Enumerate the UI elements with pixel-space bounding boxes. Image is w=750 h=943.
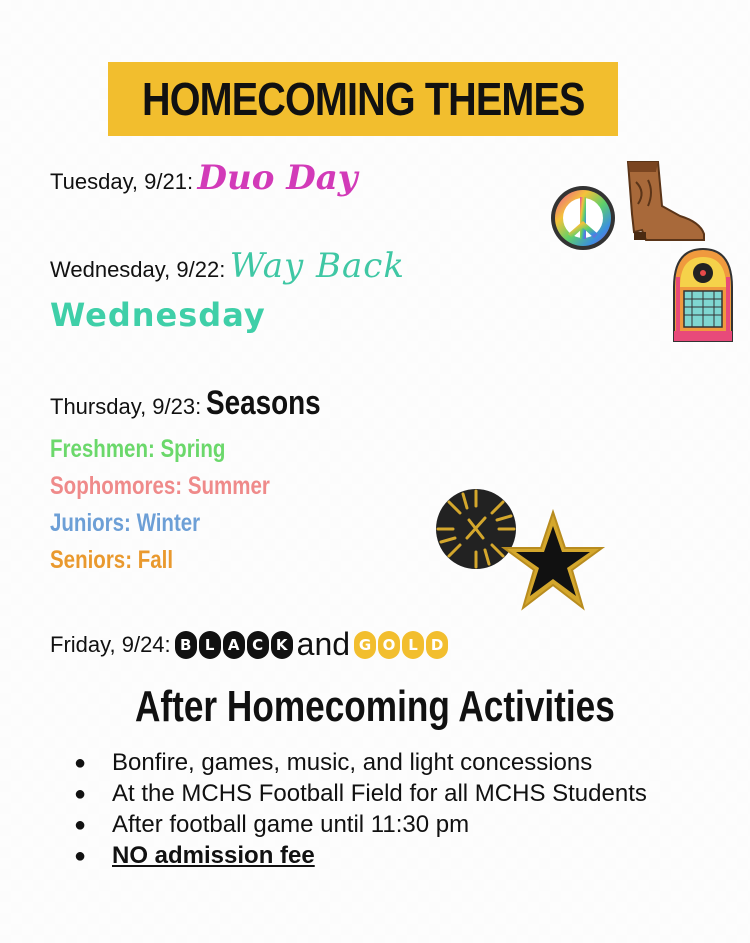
wednesday-label: Wednesday, 9/22:: [50, 257, 226, 282]
tuesday-theme: Duo Day: [197, 158, 358, 198]
season-freshmen: Freshmen: Spring: [50, 435, 226, 463]
black-letter: L: [199, 631, 221, 659]
thursday-label: Thursday, 9/23:: [50, 394, 202, 419]
activities-list: [72, 748, 672, 872]
page-title: HOMECOMING THEMES: [141, 73, 585, 125]
tuesday-label: Tuesday, 9/21:: [50, 169, 194, 194]
thursday-theme: Seasons: [205, 384, 321, 422]
tuesday-row: [50, 158, 358, 198]
title-banner: [108, 62, 618, 136]
star-icon: [500, 508, 606, 614]
black-letter: K: [271, 631, 293, 659]
thursday-row: [50, 384, 346, 423]
wednesday-theme-line1: Way Back: [229, 246, 405, 286]
season-sophomores: Sophomores: Summer: [50, 472, 270, 500]
gold-letter: L: [402, 631, 424, 659]
list-item: ● Bonfire, games, music, and light concessions: [72, 748, 672, 778]
after-heading-text: After Homecoming Activities: [135, 682, 615, 731]
list-item: ● After football game until 11:30 pm: [72, 810, 672, 840]
black-letter: C: [247, 631, 269, 659]
cowboy-boot-icon: [618, 158, 708, 244]
gold-word: [354, 631, 448, 659]
season-seniors: Seniors: Fall: [50, 546, 174, 574]
list-item: ● At the MCHS Football Field for all MCHS Students: [72, 779, 672, 809]
black-letter: A: [223, 631, 245, 659]
black-word: [175, 631, 293, 659]
gold-letter: D: [426, 631, 448, 659]
and-word: and: [296, 626, 351, 662]
wednesday-theme-line2: Wednesday: [50, 296, 266, 334]
wednesday-row: [50, 246, 405, 286]
friday-row: [50, 626, 452, 663]
jukebox-icon: [670, 247, 736, 345]
gold-letter: O: [378, 631, 400, 659]
season-juniors: Juniors: Winter: [50, 509, 201, 537]
black-letter: B: [175, 631, 197, 659]
peace-sign-icon: [548, 183, 618, 253]
list-item-fee: ● NO admission fee: [72, 841, 672, 871]
gold-letter: G: [354, 631, 376, 659]
after-activities-heading: [0, 682, 750, 732]
friday-label: Friday, 9/24:: [50, 631, 171, 657]
